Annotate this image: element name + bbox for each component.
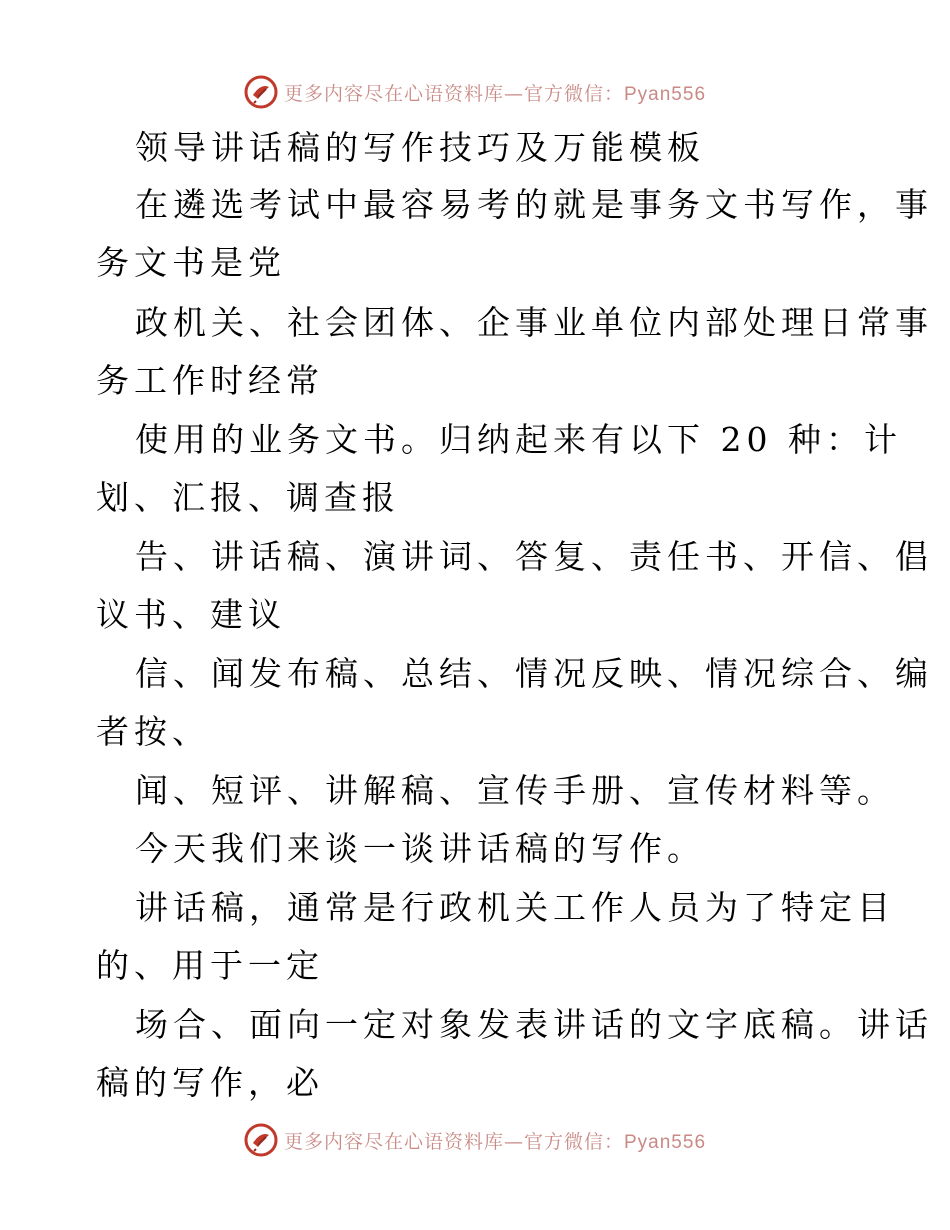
paragraph-line: 在遴选考试中最容易考的就是事务文书写作，事	[135, 185, 933, 224]
paragraph-line: 务文书是党	[96, 243, 286, 282]
footer-banner-text: 更多内容尽在心语资料库—官方微信：Pyan556	[283, 1130, 707, 1153]
paragraph-line: 使用的业务文书。归纳起来有以下 20 种：计	[135, 420, 902, 459]
paragraph-line: 闻、短评、讲解稿、宣传手册、宣传材料等。	[135, 771, 895, 810]
paragraph-line: 务工作时经常	[96, 361, 324, 400]
footer-banner	[0, 1120, 950, 1160]
paragraph-line: 者按、	[96, 712, 210, 751]
paragraph-line: 场合、面向一定对象发表讲话的文字底稿。讲话	[135, 1005, 933, 1044]
paragraph-line: 议书、建议	[96, 595, 286, 634]
paragraph-line: 政机关、社会团体、企事业单位内部处理日常事	[135, 303, 933, 342]
paragraph-line: 信、闻发布稿、总结、情况反映、情况综合、编	[135, 654, 933, 693]
paragraph-line: 的、用于一定	[96, 946, 324, 985]
red-circular-logo-icon	[244, 1123, 278, 1157]
paragraph-line: 讲话稿，通常是行政机关工作人员为了特定目	[135, 888, 895, 927]
paragraph-line: 划、汇报、调查报	[96, 478, 400, 517]
document-title: 领导讲话稿的写作技巧及万能模板	[135, 128, 705, 167]
paragraph-line: 今天我们来谈一谈讲话稿的写作。	[135, 829, 705, 868]
paragraph-line: 告、讲话稿、演讲词、答复、责任书、开信、倡	[135, 537, 933, 576]
paragraph-line: 稿的写作，必	[96, 1063, 324, 1102]
header-wechat-id: Pyan556	[624, 83, 707, 105]
header-banner-text: 更多内容尽在心语资料库—官方微信：Pyan556	[283, 82, 707, 105]
footer-wechat-id: Pyan556	[624, 1131, 707, 1153]
